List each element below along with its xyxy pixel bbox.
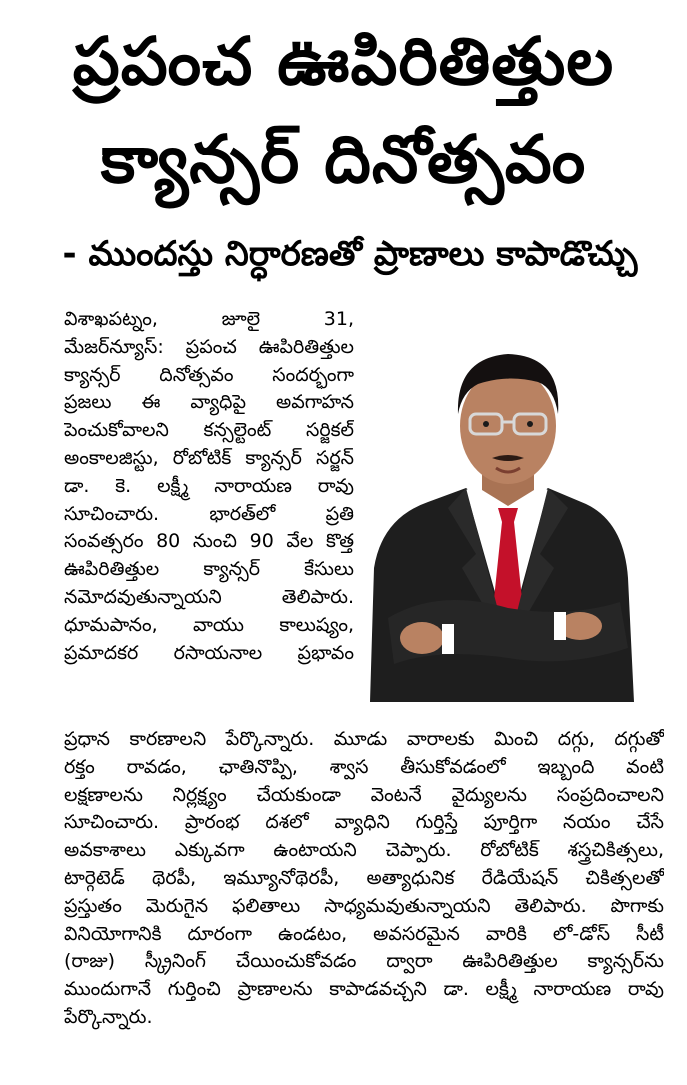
portrait-photo-icon bbox=[358, 318, 640, 702]
body-line: రక్తం రావడం, ఛాతినొప్పి, శ్వాస తీసుకోవడంలో ఇబ్బంది వంటి bbox=[64, 755, 664, 778]
body-line: ముందుగానే గుర్తించి ప్రాణాలను కాపాడవచ్చని డా. లక్ష్మీ నారాయణ రావు bbox=[64, 978, 664, 1001]
column-line: సంవత్సరం 80 నుంచి 90 వేల కొత్త bbox=[64, 530, 354, 553]
body-line: పేర్కొన్నారు. bbox=[64, 1005, 153, 1028]
column-line: పెంచుకోవాలని కన్సల్టెంట్ సర్జికల్ bbox=[64, 419, 354, 442]
body-line: అవకాశాలు ఎక్కువగా ఉంటాయని చెప్పారు. రోబోటిక్ శస్త్రచికిత్సలు, bbox=[64, 839, 664, 862]
subheadline: - ముందస్తు నిర్ధారణతో ప్రాణాలు కాపాడొచ్చు bbox=[62, 234, 638, 274]
portrait-photo bbox=[358, 318, 640, 702]
column-line: అంకాలజిస్టు, రోబోటిక్ క్యాన్సర్ సర్జన్ bbox=[64, 446, 354, 469]
body-line: వినియోగానికి దూరంగా ఉండటం, అవసరమైన వారికి లో-డోస్ సీటీ bbox=[64, 922, 664, 945]
column-line: ప్రజలు ఈ వ్యాధిపై అవగాహన bbox=[64, 391, 354, 414]
article-body bbox=[64, 726, 664, 1032]
column-line: ప్రమాదకర రసాయనాల ప్రభావం bbox=[64, 641, 354, 664]
column-line: క్యాన్సర్ దినోత్సవం సందర్భంగా bbox=[64, 363, 354, 386]
headline-line-2: క్యాన్సర్ దినోత్సవం bbox=[100, 121, 587, 198]
body-line: ప్రధాన కారణాలని పేర్కొన్నారు. మూడు వారాలకు మించి దగ్గు, దగ్గుతో bbox=[64, 728, 664, 750]
column-line: సూచించారు. భారత్‌లో ప్రతి bbox=[64, 502, 354, 525]
column-line: ధూమపానం, వాయు కాలుష్యం, bbox=[64, 613, 354, 636]
column-line: ఊపిరితిత్తుల క్యాన్సర్ కేసులు bbox=[64, 558, 354, 581]
column-line: మేజర్‌న్యూస్: ప్రపంచ ఊపిరితిత్తుల bbox=[64, 335, 354, 358]
body-line: లక్షణాలను నిర్లక్ష్యం చేయకుండా వెంటనే వైద్యులను సంప్రదించాలని bbox=[64, 783, 664, 806]
article-column bbox=[64, 306, 354, 667]
body-line: ప్రస్తుతం మెరుగైన ఫలితాలు సాధ్యమవుతున్నాయని తెలిపారు. పొగాకు bbox=[64, 894, 664, 917]
body-line: సూచించారు. ప్రారంభ దశలో వ్యాధిని గుర్తిస్తే పూర్తిగా నయం చేసే bbox=[64, 811, 664, 834]
column-line: విశాఖపట్నం, జూలై 31, bbox=[64, 308, 354, 330]
column-line: నమోదవుతున్నాయని తెలిపారు. bbox=[64, 585, 354, 608]
headline-line-1: ప్రపంచ ఊపిరితిత్తుల bbox=[72, 23, 615, 100]
column-line: డా. కె. లక్ష్మీ నారాయణ రావు bbox=[64, 474, 354, 497]
body-line: టార్గెటెడ్ థెరపీ, ఇమ్యూనోథెరపీ, అత్యాధునిక రేడియేషన్ చికిత్సలతో bbox=[64, 866, 664, 889]
left-hand bbox=[400, 622, 444, 654]
body-line: (రాజు) స్క్రీనింగ్ చేయించుకోవడం ద్వారా ఊపిరితిత్తుల క్యాన్సర్‌ను bbox=[64, 950, 664, 973]
